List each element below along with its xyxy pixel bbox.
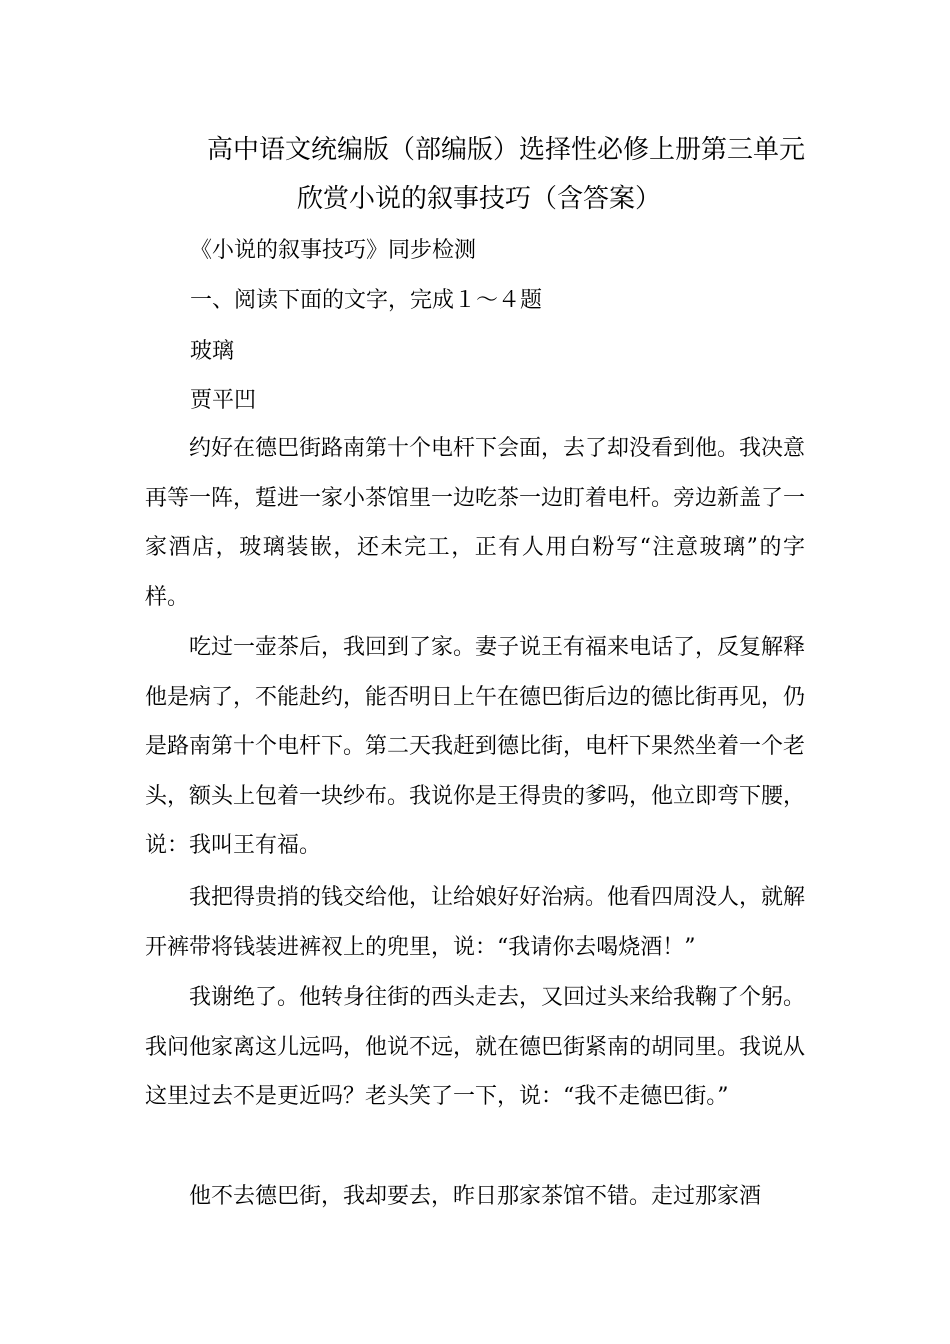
story-title: 玻璃 (190, 339, 235, 364)
subtitle: 《小说的叙事技巧》同步检测 (190, 238, 477, 263)
author: 贾平凹 (190, 388, 257, 413)
paragraph: 约好在德巴街路南第十个电杆下会面，去了却没看到他。我决意再等一阵，踅进一家小茶馆里一边吃茶一边盯着电杆。旁边新盖了一家酒店，玻璃装嵌，还未完工，正有人用白粉写“注意玻璃”的字样。 (145, 436, 806, 610)
document-title-line-2: 欣赏小说的叙事技巧（含答案） (297, 184, 662, 214)
paragraph: 我把得贵捎的钱交给他，让给娘好好治病。他看四周没人，就解开裤带将钱装进裤衩上的兜里，说：“我请你去喝烧酒！” (145, 885, 806, 960)
paragraph: 他不去德巴街，我却要去，昨日那家茶馆不错。走过那家酒 (189, 1184, 762, 1209)
section-heading: 一、阅读下面的文字，完成１～４题 (190, 288, 543, 313)
paragraph: 我谢绝了。他转身往街的西头走去，又回过头来给我鞠了个躬。我问他家离这儿远吗，他说不远，就在德巴街紧南的胡同里。我说从这里过去不是更近吗？老头笑了一下，说：“我不走德巴街。” (145, 985, 806, 1109)
document-title-line-1: 高中语文统编版（部编版）选择性必修上册第三单元 (207, 135, 806, 165)
paragraph: 吃过一壶茶后，我回到了家。妻子说王有福来电话了，反复解释他是病了，不能赴约，能否明日上午在德巴街后边的德比街再见，仍是路南第十个电杆下。第二天我赶到德比街，电杆下果然坐着一个老头，额头上包着一块纱布。我说你是王得贵的爹吗，他立即弯下腰，说：我叫王有福。 (145, 635, 806, 858)
